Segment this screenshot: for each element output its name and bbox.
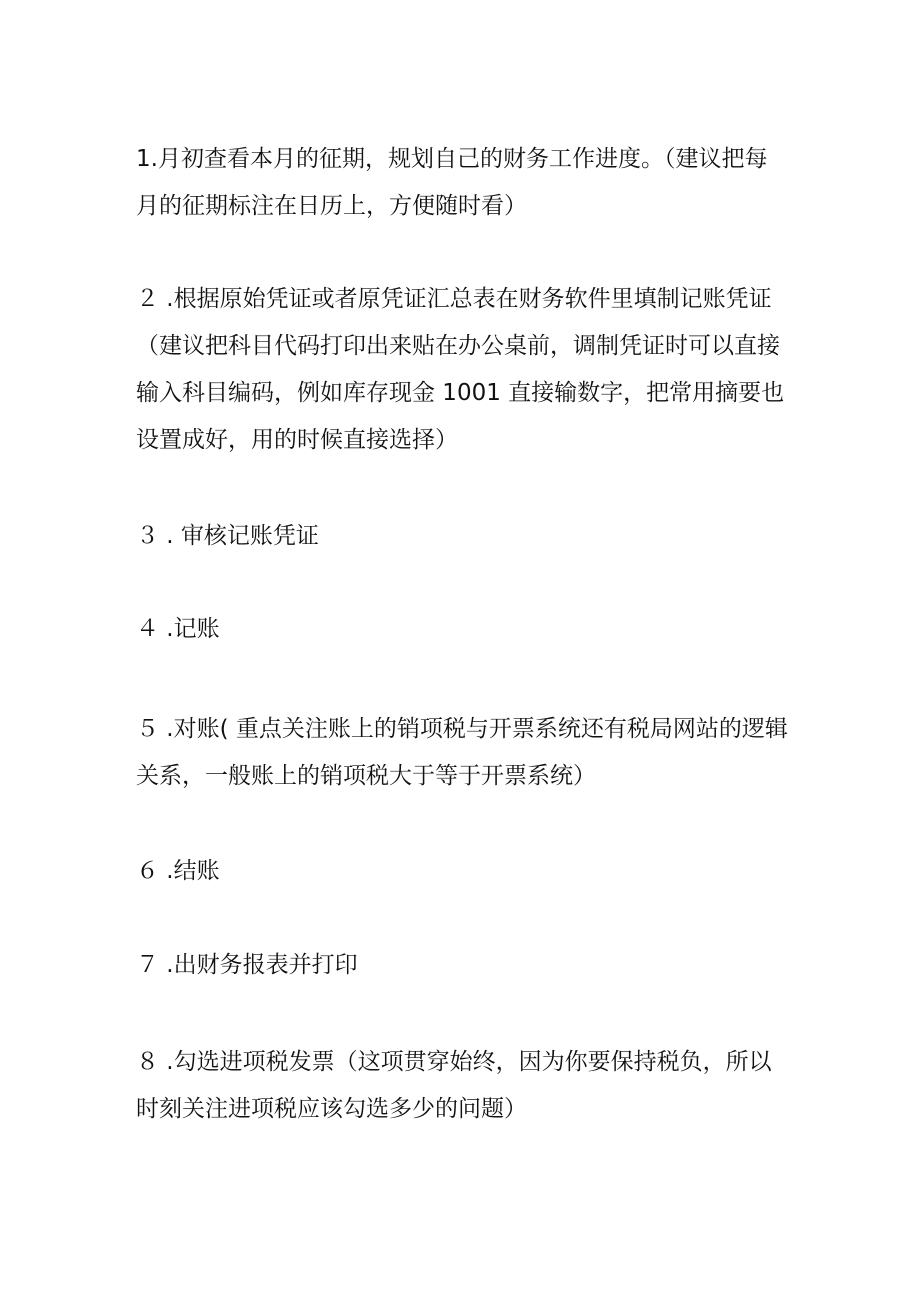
- step-8-line-1: ８ .勾选进项税发票（这项贯穿始终，因为你要保持税负，所以: [136, 1049, 772, 1075]
- step-5-line-2: 关系，一般账上的销项税大于等于开票系统）: [136, 763, 596, 789]
- step-2-line-1: ２ .根据原始凭证或者原凭证汇总表在财务软件里填制记账凭证: [136, 286, 772, 312]
- step-4-line-1: ４ .记账: [136, 616, 220, 642]
- step-2-line-4: 设置成好，用的时候直接选择）: [136, 427, 458, 453]
- step-3-line-1: ３ . 审核记账凭证: [136, 523, 319, 549]
- step-1-line-1: 1.月初查看本月的征期，规划自己的财务工作进度。（建议把每: [136, 146, 768, 172]
- step-8: [136, 1039, 788, 1133]
- step-3: [136, 513, 788, 560]
- step-1-line-2: 月的征期标注在日历上，方便随时看）: [136, 193, 527, 219]
- step-5-line-1: ５ .对账( 重点关注账上的销项税与开票系统还有税局网站的逻辑: [136, 716, 788, 742]
- step-6-line-1: ６ .结账: [136, 858, 220, 884]
- step-2-line-3: 输入科目编码，例如库存现金 1001 直接输数字，把常用摘要也: [136, 380, 785, 406]
- step-7: [136, 942, 788, 989]
- step-2-line-2: （建议把科目代码打印出来贴在办公桌前，调制凭证时可以直接: [136, 333, 780, 359]
- step-8-line-2: 时刻关注进项税应该勾选多少的问题）: [136, 1096, 527, 1122]
- step-2: [136, 276, 788, 464]
- step-6: [136, 848, 788, 895]
- step-4: [136, 606, 788, 653]
- step-5: [136, 706, 788, 800]
- step-1: [136, 136, 788, 230]
- step-7-line-1: ７ .出财务报表并打印: [136, 952, 358, 978]
